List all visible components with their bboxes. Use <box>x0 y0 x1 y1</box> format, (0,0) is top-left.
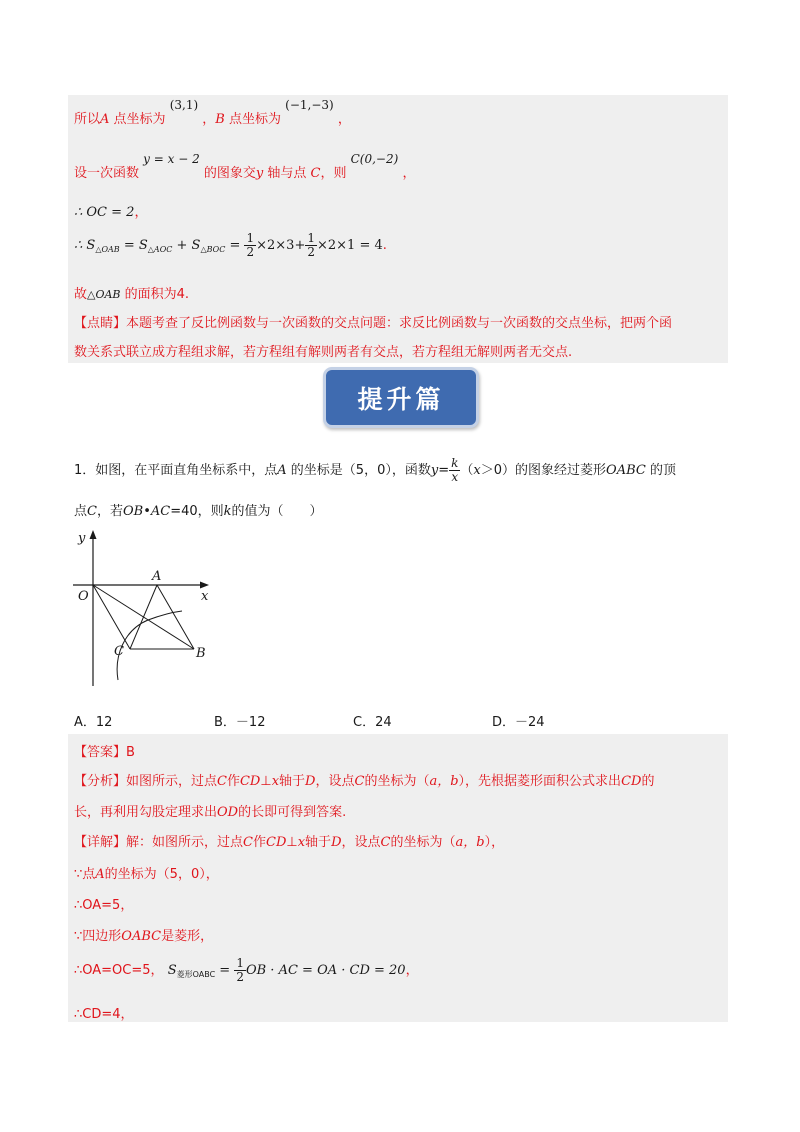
detail-line-2: ∵点A的坐标为（5，0）， <box>74 867 219 882</box>
option-c[interactable]: C．24 <box>353 715 392 730</box>
x-axis-arrow <box>200 582 209 589</box>
analysis-line-2: 长，再利用勾股定理求出OD的长即可得到答案. <box>74 805 347 820</box>
y-axis-arrow <box>90 530 97 539</box>
point-c-coordinate: C(0,−2) <box>350 152 399 166</box>
point-b-coordinate: (−1,−3) <box>285 98 334 112</box>
solution-line-5: 故△OAB 的面积为4. <box>74 287 190 302</box>
detail-line-5: ∴OA=OC=5， $S_{菱形OABC}$ = $\frac{1}{2}$ OB · AC = OA · CD = 20， <box>74 956 419 984</box>
solution-line-4: ∴ $S_{\triangle OAB} = S_{\triangle AOC} + S_{\triangle BOC}$ = $\frac{1}{2}$ ×2×3+ $\frac{1}{2}$ ×2×1 = 4. <box>74 231 387 259</box>
option-d[interactable]: D．－24 <box>492 715 545 730</box>
tip-line-2: 数关系式联立成方程组求解，若方程组有解则两者有交点，若方程组无解则两者无交点. <box>74 345 573 360</box>
label-o: O <box>78 589 89 604</box>
answer-line: 【答案】B <box>74 745 135 760</box>
label-c: C <box>114 644 124 659</box>
detail-line-3: ∴OA=5， <box>74 898 134 913</box>
side-co <box>93 585 130 649</box>
label-a: A <box>152 569 162 584</box>
option-a[interactable]: A．12 <box>74 715 113 730</box>
option-b[interactable]: B．－12 <box>214 715 266 730</box>
label-b: B <box>196 646 206 661</box>
fraction-k-over-x: $\frac{k}{x}$ <box>451 456 459 484</box>
tip-line-1: 【点睛】本题考查了反比例函数与一次函数的交点问题：求反比例函数与一次函数的交点坐标，把两个函 <box>74 316 673 331</box>
solution-line-3: ∴ OC = 2， <box>74 205 148 220</box>
detail-line-6: ∴CD=4， <box>74 1007 134 1022</box>
label-y: y <box>78 531 86 546</box>
label-x: x <box>201 589 209 604</box>
analysis-line-1: 【分析】如图所示，过点C作CD⊥x轴于D，设点C的坐标为（a，b），先根据菱形面积公式求出CD的 <box>74 774 655 789</box>
fraction-half-2: $\frac{1}{2}$ <box>307 231 315 259</box>
detail-line-4: ∵四边形OABC是菱形， <box>74 929 214 944</box>
detail-line-1: 【详解】解：如图所示，过点C作CD⊥x轴于D，设点C的坐标为（a，b）， <box>74 835 505 850</box>
point-a-coordinate: (3,1) <box>169 98 199 112</box>
linear-function: y = x − 2 <box>143 152 200 166</box>
diagonal-ac <box>130 585 157 649</box>
side-ab <box>157 585 194 649</box>
question-line-1: 1．如图，在平面直角坐标系中，点A 的坐标是（5，0），函数y= $\frac{k}{x}$ （x＞0）的图象经过菱形OABC 的顶 <box>74 456 676 484</box>
solution-line-2: 设一次函数 y = x − 2 的图象交y 轴与点 C，则 C(0,−2) ， <box>74 152 416 181</box>
rhombus-figure <box>70 528 220 688</box>
solution-line-1: 所以A 点坐标为 (3,1) ，B 点坐标为 (−1,−3) ， <box>74 98 351 127</box>
fraction-half-1: $\frac{1}{2}$ <box>246 231 255 259</box>
fraction-half-3: $\frac{1}{2}$ <box>236 956 244 984</box>
section-banner: 提升篇 <box>323 367 479 428</box>
question-line-2: 点C，若OB•AC=40，则k的值为（ ） <box>74 504 323 519</box>
